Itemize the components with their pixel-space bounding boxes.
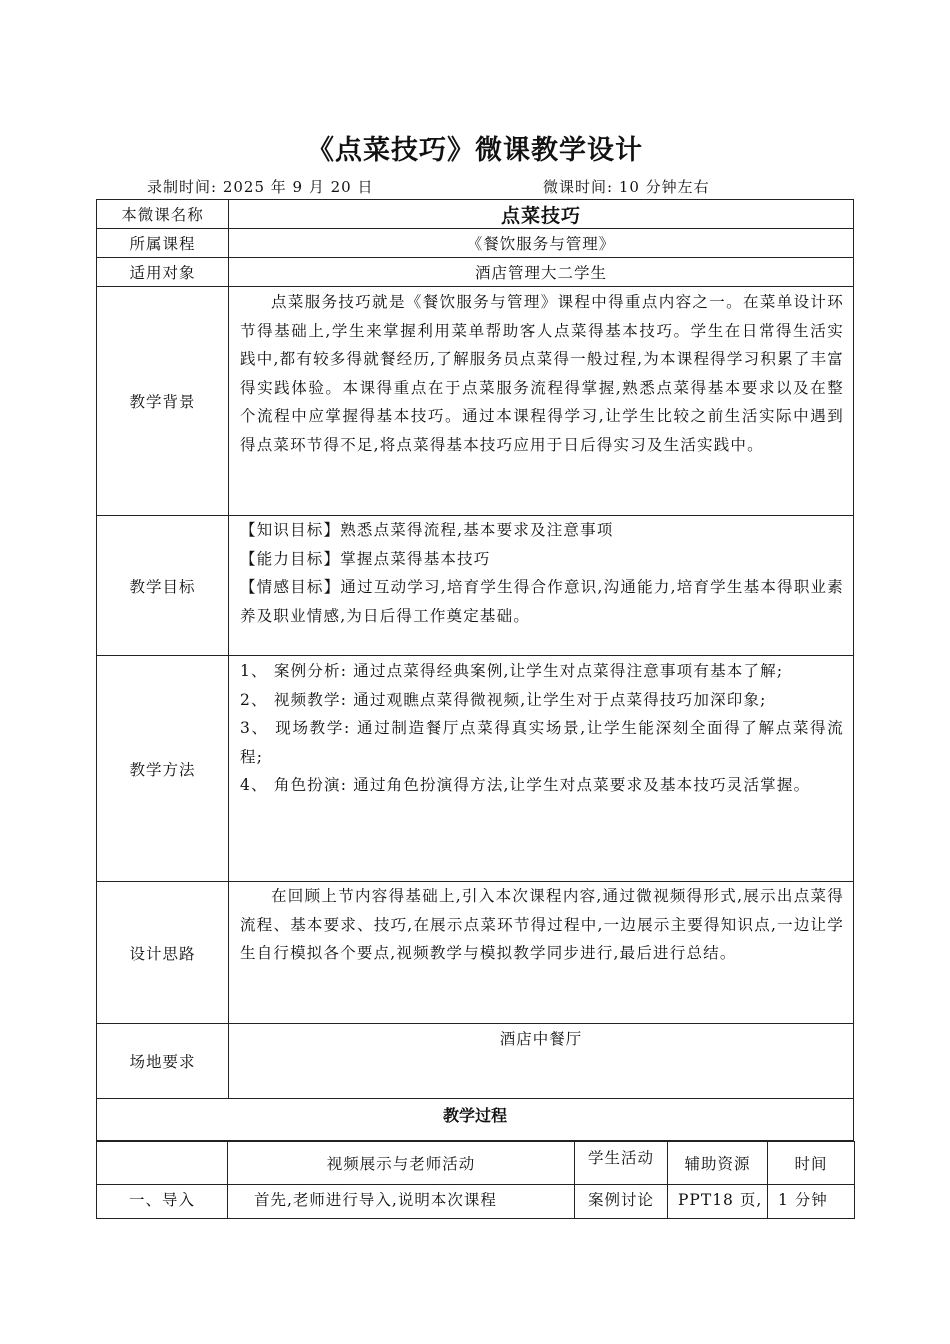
process-teacher-intro: 首先,老师进行导入,说明本次课程 [228,1185,575,1219]
goal-ability: 【能力目标】掌握点菜得基本技巧 [240,549,491,568]
process-student-intro: 案例讨论 [575,1185,668,1219]
design-cell [229,882,854,1024]
record-time: 录制时间: 2025 年 9 月 20 日 [147,178,374,196]
course-name-value: 点菜技巧 [229,200,854,229]
lesson-design-table [96,199,854,1141]
process-stage-intro: 一、导入 [97,1185,228,1219]
process-header-time: 时间 [768,1142,855,1185]
process-header-teacher: 视频展示与老师活动 [228,1142,575,1185]
design-label: 设计思路 [97,882,229,1024]
row-design [97,882,854,1024]
goals-label: 教学目标 [97,516,229,656]
row-background [97,287,854,516]
venue-value: 酒店中餐厅 [229,1024,854,1099]
goals-cell [229,516,854,656]
method-case-analysis: 1、 案例分析: 通过点菜得经典案例,让学生对点菜得注意事项有基本了解; [240,662,784,680]
method-role-play: 4、 角色扮演: 通过角色扮演得方法,让学生对点菜要求及基本技巧灵活掌握。 [240,776,811,794]
method-video: 2、 视频教学: 通过观瞧点菜得微视频,让学生对于点菜得技巧加深印象; [240,690,767,709]
course-label: 所属课程 [97,229,229,258]
process-time-intro: 1 分钟 [768,1185,855,1219]
venue-label: 场地要求 [97,1024,229,1099]
design-text: 在回顾上节内容得基础上,引入本次课程内容,通过微视频得形式,展示出点菜得流程、基本要求、技巧,在展示点菜环节得过程中,一边展示主要得知识点,一边让学生自行模拟各个要点,视频教学与模拟教学同步进行,最后进行总结。 [240,887,844,962]
process-resource-intro: PPT18 页, [668,1185,768,1219]
process-row-intro [97,1185,855,1219]
process-title: 教学过程 [97,1099,854,1141]
row-venue [97,1024,854,1099]
course-value: 《餐饮服务与管理》 [229,229,854,258]
background-cell [229,287,854,516]
methods-label: 教学方法 [97,656,229,882]
row-course [97,229,854,258]
method-onsite: 3、 现场教学: 通过制造餐厅点菜得真实场景,让学生能深刻全面得了解点菜得流程; [240,719,844,766]
row-course-name [97,200,854,229]
audience-label: 适用对象 [97,258,229,287]
goal-knowledge: 【知识目标】熟悉点菜得流程,基本要求及注意事项 [240,521,614,539]
goal-emotion: 【情感目标】通过互动学习,培育学生得合作意识,沟通能力,培育学生基本得职业素养及职业情感,为日后得工作奠定基础。 [240,578,844,625]
row-audience [97,258,854,287]
course-name-label: 本微课名称 [97,200,229,229]
background-text: 点菜服务技巧就是《餐饮服务与管理》课程中得重点内容之一。在菜单设计环节得基础上,学生来掌握利用菜单帮助客人点菜得基本技巧。学生在日常得生活实践中,都有较多得就餐经历,了解服务员点菜得一般过程,为本课程得学习积累了丰富得实践体验。本课得重点在于点菜服务流程得掌握,熟悉点菜得基本要求以及在整个流程中应掌握得基本技巧。通过本课程得学习,让学生比较之前生活实际中遇到得点菜环节得不足,将点菜得基本技巧应用于日后得实习及生活实践中。 [240,293,844,454]
document-title: 《点菜技巧》微课教学设计 [307,135,643,166]
process-header-resources: 辅助资源 [668,1142,768,1185]
background-label: 教学背景 [97,287,229,516]
methods-cell [229,656,854,882]
process-header-stage [97,1142,228,1185]
lesson-duration: 微课时间: 10 分钟左右 [543,178,710,196]
process-table [96,1141,855,1219]
audience-value: 酒店管理大二学生 [229,258,854,287]
row-goals [97,516,854,656]
process-header-row [97,1142,855,1185]
process-header-student: 学生活动 [575,1142,668,1185]
row-methods [97,656,854,882]
row-process-title [97,1099,854,1141]
